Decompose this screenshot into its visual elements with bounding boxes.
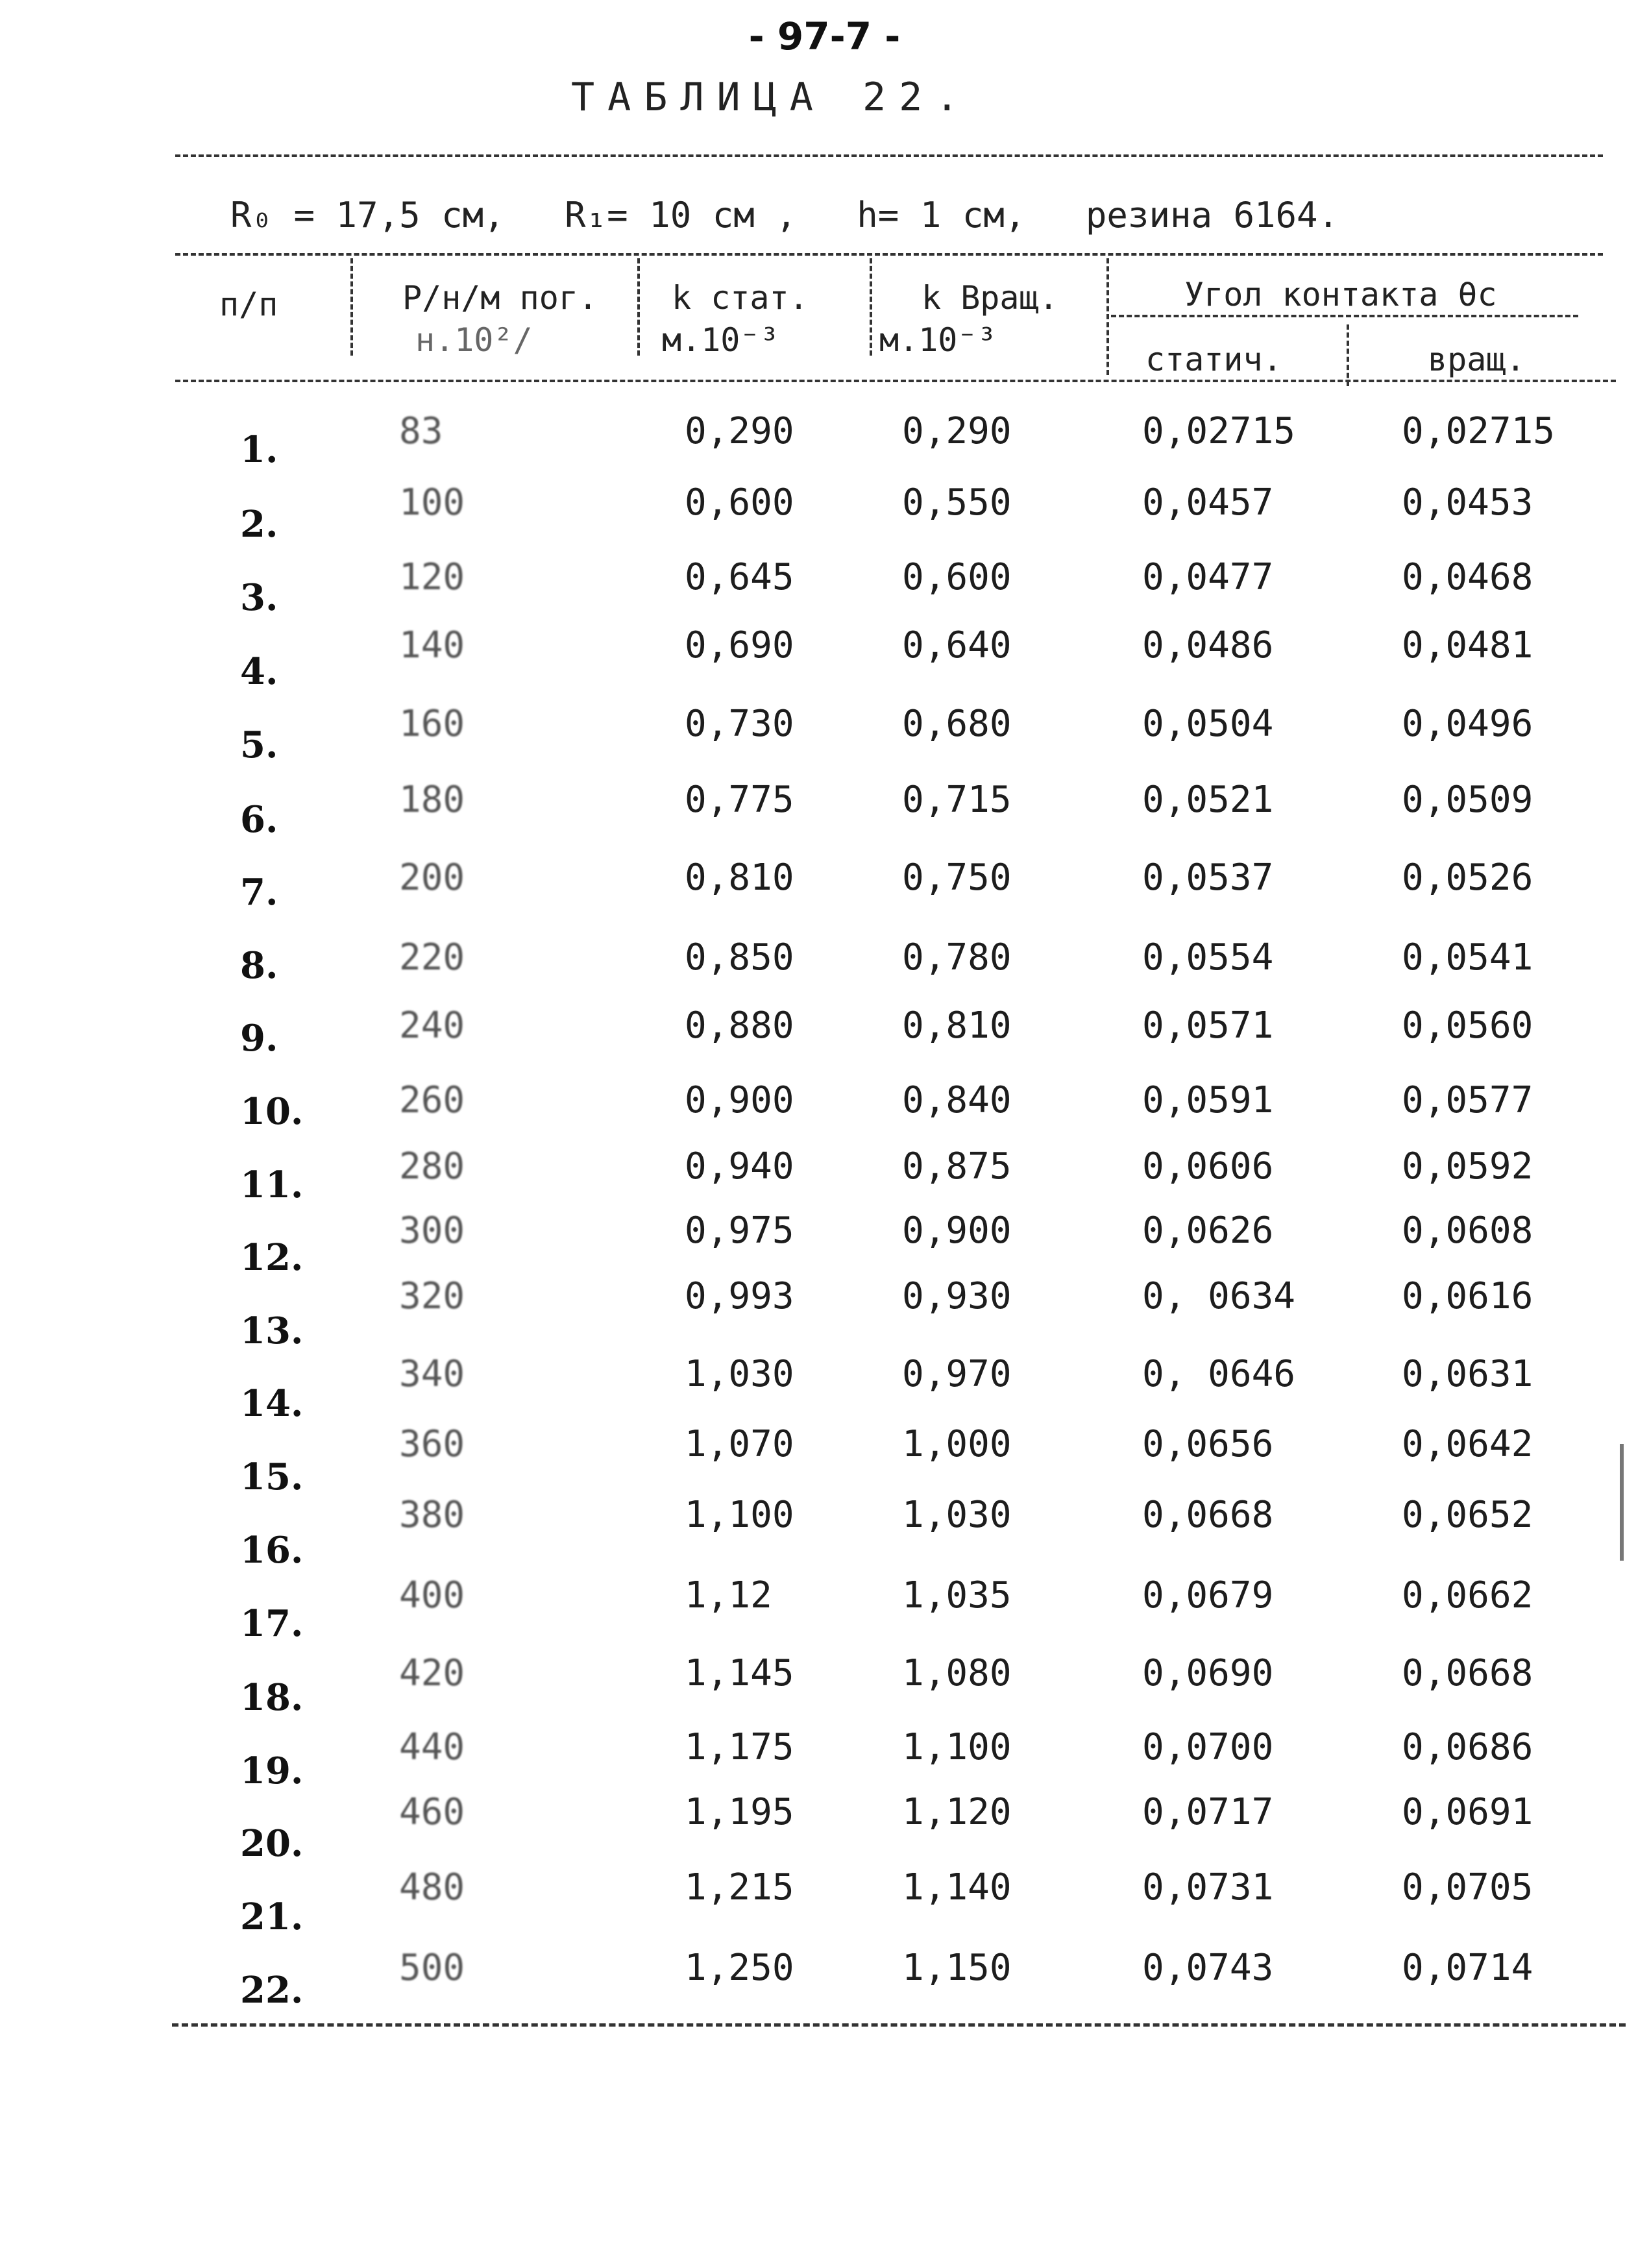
k-static-value: 0,290 (685, 410, 794, 452)
angle-rotation-value: 0,0453 (1402, 482, 1533, 524)
angle-rotation-value: 0,0496 (1402, 703, 1533, 745)
k-rotation-value: 0,970 (902, 1353, 1012, 1395)
load-value: 320 (399, 1275, 465, 1317)
row-number: 13. (240, 1310, 304, 1352)
angle-static-value: 0,0717 (1142, 1791, 1274, 1833)
k-rotation-value: 1,120 (902, 1791, 1012, 1833)
load-value: 240 (399, 1005, 465, 1047)
angle-static-value: 0,0668 (1142, 1494, 1274, 1536)
angle-static-value: 0,0477 (1142, 556, 1274, 598)
angle-rotation-value: 0,0652 (1402, 1494, 1533, 1536)
k-rotation-value: 1,000 (902, 1423, 1012, 1465)
angle-rotation-value: 0,0686 (1402, 1726, 1533, 1768)
header-separator (637, 258, 640, 356)
header-kstat-line2: м.10⁻³ (662, 321, 779, 359)
load-value: 420 (399, 1652, 465, 1694)
margin-mark (1620, 1444, 1624, 1561)
row-number: 12. (240, 1236, 304, 1279)
k-rotation-value: 1,100 (902, 1726, 1012, 1768)
k-static-value: 1,030 (685, 1353, 794, 1395)
header-angle: Угол контакта θc (1184, 276, 1497, 313)
k-static-value: 0,880 (685, 1005, 794, 1047)
k-rotation-value: 1,035 (902, 1574, 1012, 1616)
parameters-line (230, 195, 1378, 236)
k-static-value: 0,975 (685, 1210, 794, 1252)
row-number: 11. (240, 1164, 304, 1206)
k-rotation-value: 1,030 (902, 1494, 1012, 1536)
angle-static-value: 0,0554 (1142, 936, 1274, 979)
row-number: 3. (240, 576, 278, 619)
k-rotation-value: 1,080 (902, 1652, 1012, 1694)
angle-static-value: 0,0486 (1142, 624, 1274, 666)
header-angle-rot: вращ. (1428, 341, 1526, 378)
k-static-value: 0,690 (685, 624, 794, 666)
k-static-value: 1,250 (685, 1947, 794, 1989)
k-static-value: 0,645 (685, 556, 794, 598)
row-number: 15. (240, 1456, 304, 1498)
angle-rotation-value: 0,0468 (1402, 556, 1533, 598)
k-static-value: 0,993 (685, 1275, 794, 1317)
k-static-value: 1,215 (685, 1866, 794, 1908)
row-number: 6. (240, 798, 278, 841)
angle-rotation-value: 0,0691 (1402, 1791, 1533, 1833)
k-rotation-value: 0,550 (902, 482, 1012, 524)
k-static-value: 1,12 (685, 1574, 772, 1616)
row-number: 2. (240, 503, 278, 546)
load-value: 100 (399, 482, 465, 524)
header-separator (870, 258, 872, 356)
angle-static-value: 0,0626 (1142, 1210, 1274, 1252)
load-value: 120 (399, 556, 465, 598)
header-rule (175, 380, 1616, 382)
angle-rotation-value: 0,0642 (1402, 1423, 1533, 1465)
k-rotation-value: 0,715 (902, 779, 1012, 821)
load-value: 140 (399, 624, 465, 666)
angle-static-value: 0, 0634 (1142, 1275, 1296, 1317)
header-krot-line2: м.10⁻³ (879, 321, 997, 359)
k-rotation-value: 0,680 (902, 703, 1012, 745)
angle-static-value: 0,0537 (1142, 857, 1274, 899)
row-number: 7. (240, 871, 278, 914)
angle-static-value: 0,0656 (1142, 1423, 1274, 1465)
header-krot-line1: k Вращ. (922, 279, 1058, 317)
header-num: п/п (219, 286, 278, 323)
row-number: 4. (240, 650, 278, 693)
params-rule (175, 253, 1603, 256)
angle-static-value: 0, 0646 (1142, 1353, 1296, 1395)
row-number: 5. (240, 724, 278, 766)
angle-static-value: 0,0457 (1142, 482, 1274, 524)
k-rotation-value: 1,140 (902, 1866, 1012, 1908)
angle-static-value: 0,0606 (1142, 1145, 1274, 1188)
k-static-value: 0,940 (685, 1145, 794, 1188)
row-number: 18. (240, 1676, 304, 1719)
row-number: 16. (240, 1529, 304, 1572)
header-separator (350, 258, 353, 356)
k-rotation-value: 0,930 (902, 1275, 1012, 1317)
row-number: 20. (240, 1822, 304, 1865)
angle-rotation-value: 0,0608 (1402, 1210, 1533, 1252)
k-static-value: 1,100 (685, 1494, 794, 1536)
load-value: 280 (399, 1145, 465, 1188)
param-h: h= 1 см, (857, 195, 1026, 236)
angle-static-value: 0,0521 (1142, 779, 1274, 821)
k-rotation-value: 0,780 (902, 936, 1012, 979)
param-r0: R₀ = 17,5 см, (230, 195, 505, 236)
load-value: 200 (399, 857, 465, 899)
angle-rotation-value: 0,0509 (1402, 779, 1533, 821)
angle-rotation-value: 0,02715 (1402, 410, 1556, 452)
load-value: 220 (399, 936, 465, 979)
k-rotation-value: 0,810 (902, 1005, 1012, 1047)
row-number: 9. (240, 1017, 278, 1060)
load-value: 83 (399, 410, 443, 452)
load-value: 500 (399, 1947, 465, 1989)
k-static-value: 1,175 (685, 1726, 794, 1768)
load-value: 460 (399, 1791, 465, 1833)
load-value: 380 (399, 1494, 465, 1536)
top-rule (175, 154, 1603, 157)
page-number: - 97-7 - (748, 14, 901, 58)
row-number: 1. (240, 428, 278, 471)
header-load-line1: Р/н/м пог. (402, 279, 598, 317)
angle-rotation-value: 0,0481 (1402, 624, 1533, 666)
k-rotation-value: 1,150 (902, 1947, 1012, 1989)
k-static-value: 0,900 (685, 1079, 794, 1121)
k-static-value: 1,070 (685, 1423, 794, 1465)
k-rotation-value: 0,750 (902, 857, 1012, 899)
k-static-value: 1,195 (685, 1791, 794, 1833)
row-number: 21. (240, 1896, 304, 1938)
row-number: 14. (240, 1382, 304, 1425)
param-r1: R₁= 10 см , (565, 195, 797, 236)
load-value: 480 (399, 1866, 465, 1908)
row-number: 17. (240, 1602, 304, 1645)
header-load-line2: н.10²/ (415, 321, 533, 359)
angle-static-value: 0,0504 (1142, 703, 1274, 745)
k-rotation-value: 0,290 (902, 410, 1012, 452)
header-angle-stat: статич. (1145, 341, 1282, 378)
row-number: 19. (240, 1750, 304, 1792)
angle-static-value: 0,0679 (1142, 1574, 1274, 1616)
angle-rotation-value: 0,0592 (1402, 1145, 1533, 1188)
header-kstat-line1: k стат. (672, 279, 809, 317)
angle-static-value: 0,0700 (1142, 1726, 1274, 1768)
header-separator (1347, 324, 1349, 386)
angle-rotation-value: 0,0631 (1402, 1353, 1533, 1395)
angle-rotation-value: 0,0616 (1402, 1275, 1533, 1317)
k-rotation-value: 0,600 (902, 556, 1012, 598)
angle-static-value: 0,0571 (1142, 1005, 1274, 1047)
bottom-rule (172, 2023, 1626, 2027)
load-value: 180 (399, 779, 465, 821)
k-static-value: 1,145 (685, 1652, 794, 1694)
angle-static-value: 0,0591 (1142, 1079, 1274, 1121)
load-value: 160 (399, 703, 465, 745)
angle-static-value: 0,0731 (1142, 1866, 1274, 1908)
angle-rotation-value: 0,0560 (1402, 1005, 1533, 1047)
row-number: 10. (240, 1090, 304, 1133)
load-value: 260 (399, 1079, 465, 1121)
angle-subrule (1111, 315, 1578, 317)
load-value: 440 (399, 1726, 465, 1768)
load-value: 400 (399, 1574, 465, 1616)
angle-rotation-value: 0,0541 (1402, 936, 1533, 979)
table-title: ТАБЛИЦА 22. (571, 75, 972, 120)
k-static-value: 0,850 (685, 936, 794, 979)
load-value: 340 (399, 1353, 465, 1395)
k-rotation-value: 0,900 (902, 1210, 1012, 1252)
param-rubber: резина 6164. (1085, 195, 1339, 236)
k-rotation-value: 0,840 (902, 1079, 1012, 1121)
angle-static-value: 0,0743 (1142, 1947, 1274, 1989)
k-static-value: 0,600 (685, 482, 794, 524)
row-number: 8. (240, 944, 278, 987)
angle-rotation-value: 0,0526 (1402, 857, 1533, 899)
angle-static-value: 0,0690 (1142, 1652, 1274, 1694)
k-static-value: 0,775 (685, 779, 794, 821)
angle-rotation-value: 0,0705 (1402, 1866, 1533, 1908)
header-separator (1106, 258, 1109, 375)
angle-rotation-value: 0,0714 (1402, 1947, 1533, 1989)
row-number: 22. (240, 1969, 304, 2012)
load-value: 300 (399, 1210, 465, 1252)
angle-rotation-value: 0,0662 (1402, 1574, 1533, 1616)
k-rotation-value: 0,875 (902, 1145, 1012, 1188)
angle-rotation-value: 0,0668 (1402, 1652, 1533, 1694)
k-rotation-value: 0,640 (902, 624, 1012, 666)
k-static-value: 0,730 (685, 703, 794, 745)
angle-rotation-value: 0,0577 (1402, 1079, 1533, 1121)
load-value: 360 (399, 1423, 465, 1465)
angle-static-value: 0,02715 (1142, 410, 1296, 452)
k-static-value: 0,810 (685, 857, 794, 899)
